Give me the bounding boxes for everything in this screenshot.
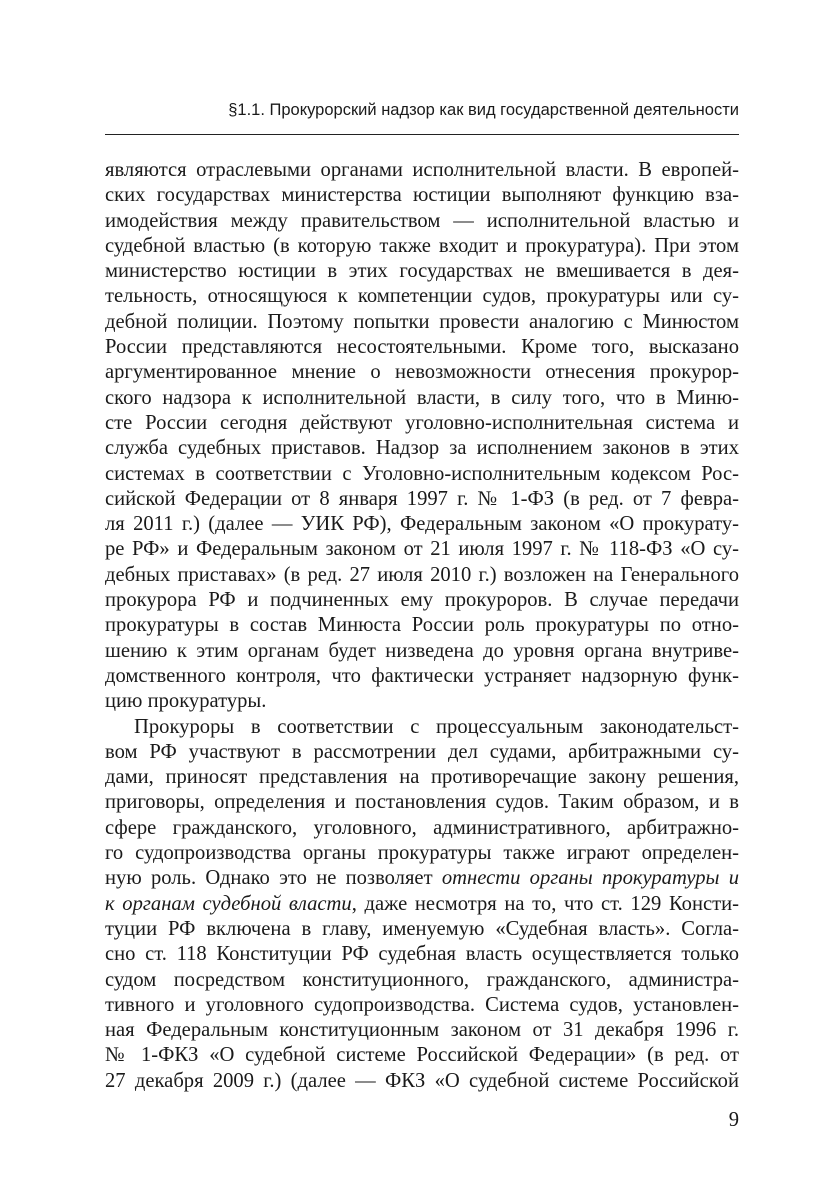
text-line: домственного контроля, что фактически устраняет надзорную функ-	[105, 664, 739, 687]
text-run: ную роль. Однако это не позволяет	[105, 867, 442, 890]
text-line: тельность, относящуюся к компетенции судов, прокуратуры или су-	[105, 285, 739, 308]
text-line: ских государствах министерства юстиции выполняют функцию вза-	[105, 184, 739, 207]
page-body	[105, 158, 739, 1094]
text-line: сно ст. 118 Конституции РФ судебная власть осуществляется только	[105, 943, 739, 966]
text-line: аргументированное мнение о невозможности отнесения прокурор-	[105, 361, 739, 384]
text-line: прокурора РФ и подчиненных ему прокуроров. В случае передачи	[105, 589, 739, 612]
text-line: ского надзора к исполнительной власти, в силу того, что в Миню-	[105, 386, 739, 409]
italic-emphasis: отнести органы прокуратуры и	[441, 867, 739, 890]
text-line: России представляются несостоятельными. Кроме того, высказано	[105, 336, 739, 359]
text-line: дебной полиции. Поэтому попытки провести аналогию с Минюстом	[105, 310, 739, 333]
text-line: дебных приставах» (в ред. 27 июля 2010 г.) возложен на Генерального	[105, 563, 739, 586]
text-line: имодействия между правительством — исполнительной властью и	[105, 209, 739, 232]
text-line: цию прокуратуры.	[105, 690, 267, 713]
text-line: № 1-ФКЗ «О судебной системе Российской Федерации» (в ред. от	[105, 1044, 739, 1067]
text-line: ля 2011 г.) (далее — УИК РФ), Федеральным законом «О прокурату-	[105, 513, 739, 536]
text-line: приговоры, определения и постановления судов. Таким образом, и в	[105, 791, 739, 814]
text-line: дами, приносят представления на противоречащие закону решения,	[105, 766, 739, 789]
text-line: вом РФ участвуют в рассмотрении дел судами, арбитражными су-	[105, 740, 739, 763]
text-line: системах в соответствии с Уголовно-исполнительным кодексом Рос-	[105, 462, 739, 485]
text-line: служба судебных приставов. Надзор за исполнением законов в этих	[105, 437, 739, 460]
text-line: министерство юстиции в этих государствах не вмешивается в дея-	[105, 260, 739, 283]
text-line: прокуратуры в состав Минюста России роль прокуратуры по отно-	[105, 614, 739, 637]
text-line: сте России сегодня действуют уголовно-исполнительная система и	[105, 411, 739, 434]
italic-emphasis: к органам судебной власти	[105, 892, 352, 915]
text-line	[105, 892, 739, 917]
text-line: Прокуроры в соответствии с процессуальным законодательст-	[134, 715, 739, 738]
text-line: шению к этим органам будет низведена до уровня органа внутриве-	[105, 639, 739, 662]
text-line: сфере гражданского, уголовного, административного, арбитражно-	[105, 816, 739, 839]
text-line: ная Федеральным конституционным законом от 31 декабря 1996 г.	[105, 1019, 739, 1042]
text-line	[105, 866, 739, 891]
paragraph-1	[105, 158, 739, 715]
text-line: 27 декабря 2009 г.) (далее — ФКЗ «О судебной системе Российской	[105, 1069, 739, 1092]
text-line: тивного и уголовного судопроизводства. Система судов, установлен-	[105, 993, 739, 1016]
text-line: туции РФ включена в главу, именуемую «Судебная власть». Согла-	[105, 917, 739, 940]
text-line: ре РФ» и Федеральным законом от 21 июля 1997 г. № 118-ФЗ «О су-	[105, 538, 739, 561]
text-line: являются отраслевыми органами исполнительной власти. В европей-	[105, 159, 739, 181]
header-divider	[105, 134, 739, 135]
page-number: 9	[728, 1109, 739, 1131]
text-line: судом посредством конституционного, гражданского, администра-	[105, 968, 739, 991]
text-run: , даже несмотря на то, что ст. 129 Консти-	[351, 892, 739, 915]
text-line: судебной властью (в которую также входит и прокуратура). При этом	[105, 234, 739, 257]
text-line: го судопроизводства органы прокуратуры также играют определен-	[105, 842, 739, 865]
paragraph-2	[105, 715, 739, 1094]
text-line: сийской Федерации от 8 января 1997 г. № 1-ФЗ (в ред. от 7 февра-	[105, 487, 739, 510]
running-header: §1.1. Прокурорский надзор как вид государственной деятельности	[228, 101, 739, 119]
